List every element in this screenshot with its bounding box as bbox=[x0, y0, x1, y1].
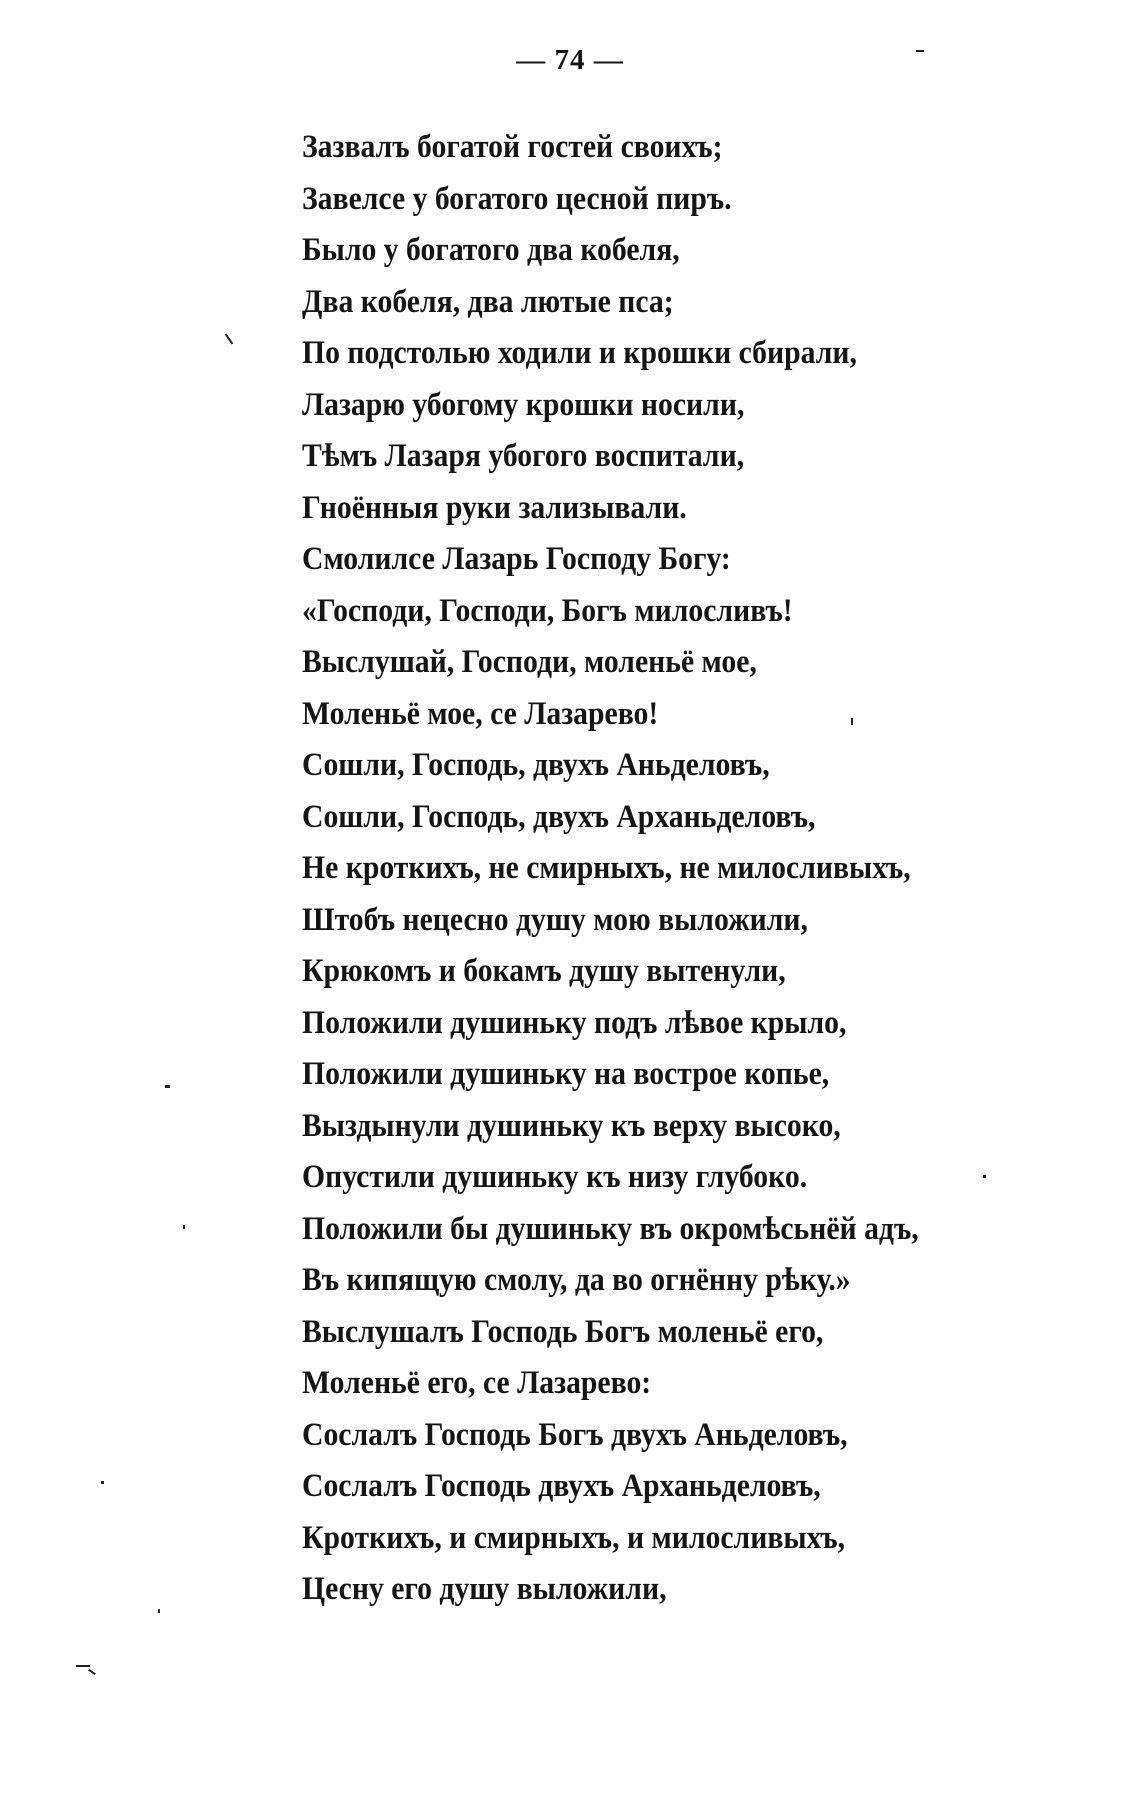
poem-line: Гноённыя руки зализывали. bbox=[302, 489, 687, 526]
poem-line: Моленьё его, се Лазарево: bbox=[302, 1365, 652, 1401]
poem-line: Опустили душиньку къ низу глубоко. bbox=[302, 1159, 808, 1195]
poem-line: Завелсе у богатого цесной пиръ. bbox=[302, 180, 732, 217]
poem-line: Сослалъ Господь двухъ Арханьделовъ, bbox=[302, 1468, 821, 1504]
poem-line: Тѣмъ Лазаря убогого воспитали, bbox=[302, 438, 745, 474]
poem-line: Цесну его душу выложили, bbox=[302, 1571, 667, 1607]
print-speck bbox=[225, 334, 234, 345]
poem-line: Два кобеля, два лютые пса; bbox=[302, 283, 674, 320]
print-speck bbox=[101, 1481, 104, 1484]
poem-line: Сошли, Господь, двухъ Аньделовъ, bbox=[302, 747, 770, 783]
poem-line: Не кроткихъ, не смирныхъ, не милосливыхъ, bbox=[302, 850, 911, 886]
poem-line: Было у богатого два кобеля, bbox=[302, 232, 680, 268]
page-number: — 74 — bbox=[516, 44, 624, 76]
poem-line: Выслушай, Господи, моленьё мое, bbox=[302, 644, 757, 680]
poem-line: Положили душиньку подъ лѣвое крыло, bbox=[302, 1004, 847, 1041]
poem-line: Зазвалъ богатой гостей своихъ; bbox=[302, 129, 723, 165]
poem-line: Смолилсе Лазарь Господу Богу: bbox=[302, 541, 731, 577]
poem-line: Выздынули душиньку къ верху высоко, bbox=[302, 1107, 841, 1144]
poem-line: Положили душиньку на вострое копье, bbox=[302, 1056, 830, 1092]
poem-line: Лазарю убогому крошки носили, bbox=[302, 386, 745, 423]
poem-line: Въ кипящую смолу, да во огнённу рѣку.» bbox=[302, 1262, 851, 1298]
print-speck bbox=[183, 1225, 185, 1229]
poem-line: Крюкомъ и бокамъ душу вытенули, bbox=[302, 953, 786, 989]
poem-line: Сошли, Господь, двухъ Арханьделовъ, bbox=[302, 798, 816, 835]
print-speck bbox=[76, 1665, 90, 1667]
poem-line: Положили бы душиньку въ окромѣсьнёй адъ, bbox=[302, 1210, 919, 1247]
poem-text bbox=[302, 122, 1062, 1616]
poem-line: Кроткихъ, и смирныхъ, и милосливыхъ, bbox=[302, 1519, 846, 1556]
print-speck bbox=[916, 50, 924, 52]
print-speck bbox=[88, 1669, 96, 1675]
poem-line: Моленьё мое, се Лазарево! bbox=[302, 695, 659, 732]
poem-line: «Господи, Господи, Богъ милосливъ! bbox=[302, 592, 793, 629]
print-speck bbox=[851, 718, 853, 725]
poem-line: По подстолью ходили и крошки сбирали, bbox=[302, 335, 857, 371]
poem-line: Штобъ нецесно душу мою выложили, bbox=[302, 901, 808, 938]
print-speck bbox=[983, 1175, 986, 1178]
print-speck bbox=[158, 1609, 160, 1613]
poem-line: Выслушалъ Господь Богъ моленьё его, bbox=[302, 1313, 824, 1350]
print-speck bbox=[165, 1085, 170, 1088]
poem-line: Сослалъ Господь Богъ двухъ Аньделовъ, bbox=[302, 1416, 848, 1453]
